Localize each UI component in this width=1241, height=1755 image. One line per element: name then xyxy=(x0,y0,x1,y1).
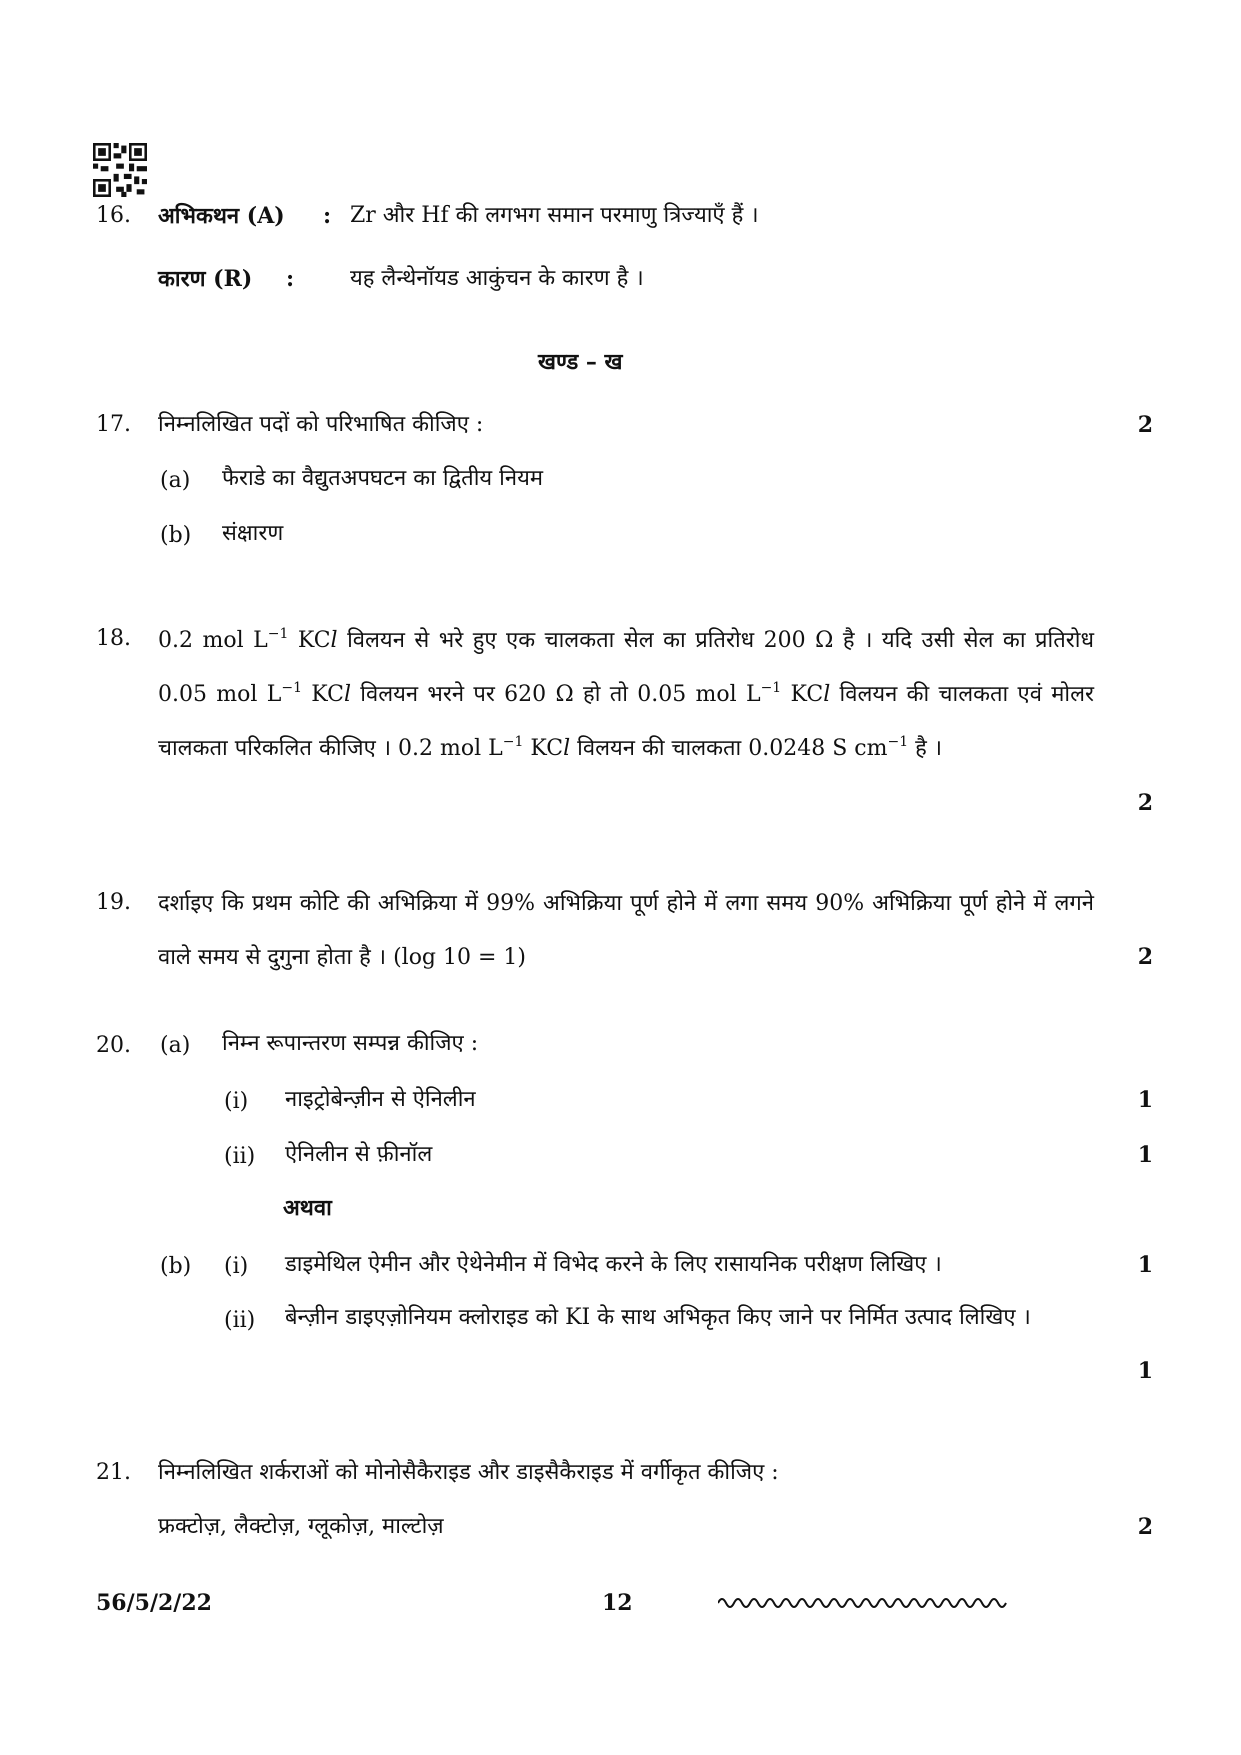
footer-code: 56/5/2/22 xyxy=(96,1590,212,1616)
q18-text: 0.2 mol $L^{-1}$ KCl विलयन से भरे हुए एक चालकता सेल का प्रतिरोध 200 Ω है । यदि उसी सेल का प्रतिरोध 0.05 mol $L^{-1}$ KCl विलयन भरने पर 620 Ω हो तो 0.05 mol $L^{-1}$ KCl विलयन की चालकता एवं मोलर चालकता परिकलित कीजिए । 0.2 mol $L^{-1}$ KCl विलयन की चालकता 0.0248 S $cm^{-1}$ है । xyxy=(158,626,1095,761)
footer-page-number: 12 xyxy=(602,1590,633,1616)
q20-or-label: अथवा xyxy=(283,1195,332,1221)
q18-number: 18. xyxy=(96,626,131,651)
q16-assertion-label: अभिकथन (A) xyxy=(158,203,285,229)
q17-b-text: संक्षारण xyxy=(222,521,284,546)
q21-text: निम्नलिखित शर्कराओं को मोनोसैकैराइड और डाइसैकैराइड में वर्गीकृत कीजिए : xyxy=(158,1460,779,1485)
q16-assertion-text: Zr और Hf की लगभग समान परमाणु त्रिज्याएँ हैं । xyxy=(350,203,759,228)
q20-a-ii-label: (ii) xyxy=(224,1144,256,1169)
q19-number: 19. xyxy=(96,890,131,915)
q20-b-i-label: (i) xyxy=(224,1254,249,1279)
q20-a-i-label: (i) xyxy=(224,1089,249,1114)
q19-text: दर्शाइए कि प्रथम कोटि की अभिक्रिया में 99% अभिक्रिया पूर्ण होने में लगा समय 90% अभिक्रिया पूर्ण होने में लगने वाले समय से दुगुना होता है । (log 10 = 1) xyxy=(158,891,1094,970)
qr-code-icon xyxy=(93,143,147,197)
q20-a-ii-marks: 1 xyxy=(1137,1142,1153,1168)
q16-reason-label: कारण (R) xyxy=(158,266,253,292)
q17-b-label: (b) xyxy=(160,523,192,548)
q18-marks: 2 xyxy=(1137,790,1153,816)
q17-a-text: फैराडे का वैद्युतअपघटन का द्वितीय नियम xyxy=(222,466,543,491)
q21-marks: 2 xyxy=(1137,1514,1153,1540)
q19-marks: 2 xyxy=(1137,944,1153,970)
section-heading: खण्ड – ख xyxy=(538,349,623,375)
q17-number: 17. xyxy=(96,412,131,437)
q16-assertion-colon: : xyxy=(323,203,332,229)
q20-b-ii-text: बेन्ज़ीन डाइएज़ोनियम क्लोराइड को KI के साथ अभिकृत किए जाने पर निर्मित उत्पाद लिखिए । xyxy=(285,1305,1031,1330)
q20-a-i-marks: 1 xyxy=(1137,1087,1153,1113)
q20-a-ii-text: ऐनिलीन से फ़ीनॉल xyxy=(285,1142,433,1167)
q20-b-i-text: डाइमेथिल ऐमीन और ऐथेनेमीन में विभेद करने के लिए रासायनिक परीक्षण लिखिए । xyxy=(285,1252,942,1277)
q17-text: निम्नलिखित पदों को परिभाषित कीजिए : xyxy=(158,412,484,437)
q20-b-i-marks: 1 xyxy=(1137,1252,1153,1278)
q16-reason-text: यह लैन्थेनॉयड आकुंचन के कारण है । xyxy=(350,266,644,291)
q20-a-text: निम्न रूपान्तरण सम्पन्न कीजिए : xyxy=(222,1031,479,1056)
wave-decoration-icon xyxy=(718,1595,1008,1611)
q21-items: फ्रक्टोज़, लैक्टोज़, ग्लूकोज़, माल्टोज़ xyxy=(158,1514,444,1539)
q17-a-label: (a) xyxy=(160,468,191,493)
q17-marks: 2 xyxy=(1137,412,1153,438)
q20-a-label: (a) xyxy=(160,1033,191,1058)
q20-b-ii-marks: 1 xyxy=(1137,1358,1153,1384)
q20-number: 20. xyxy=(96,1033,131,1058)
q20-a-i-text: नाइट्रोबेन्ज़ीन से ऐनिलीन xyxy=(285,1087,476,1112)
q20-b-label: (b) xyxy=(160,1254,192,1279)
q16-reason-colon: : xyxy=(286,266,295,292)
q21-number: 21. xyxy=(96,1460,131,1485)
q20-b-ii-label: (ii) xyxy=(224,1308,256,1333)
q16-number: 16. xyxy=(96,203,131,228)
